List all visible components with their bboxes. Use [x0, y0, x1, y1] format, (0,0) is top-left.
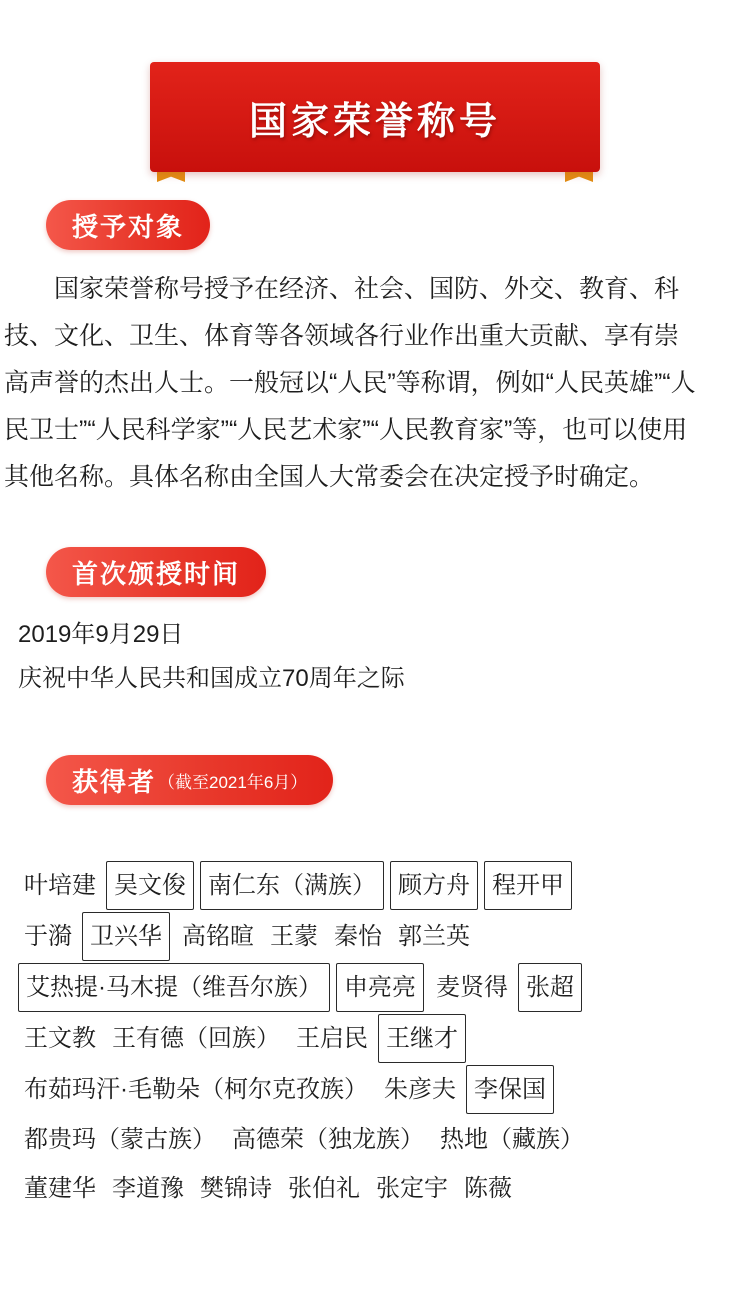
winner-name-boxed: 申亮亮: [336, 963, 424, 1012]
winners-row: [18, 1165, 722, 1212]
spacer: [0, 701, 750, 755]
section-recipients-scope: [0, 200, 750, 250]
banner: [0, 0, 750, 200]
winner-name-boxed: 吴文俊: [106, 861, 194, 910]
section-winners: [0, 755, 750, 805]
winner-name: 高德荣（独龙族）: [232, 1126, 424, 1153]
winner-name-boxed: 顾方舟: [390, 861, 478, 910]
winner-name: 王启民: [296, 1025, 368, 1052]
winner-name: 张伯礼: [288, 1175, 360, 1202]
winners-row: [18, 1065, 722, 1114]
section-heading-first-award: 首次颁授时间: [46, 547, 266, 597]
winner-name: 董建华: [24, 1175, 96, 1202]
winners-row: [18, 963, 722, 1012]
spacer: [0, 821, 750, 861]
winner-name: 王有德（回族）: [112, 1025, 280, 1052]
section-heading-winners-label: 获得者: [72, 766, 157, 797]
section-heading-row: [46, 200, 750, 250]
winner-name-boxed: 艾热提·马木提（维吾尔族）: [18, 963, 330, 1012]
winners-row: [18, 1116, 722, 1163]
winner-name: 王蒙: [270, 923, 318, 950]
first-award-details: [0, 613, 750, 701]
winner-name-boxed: 张超: [518, 963, 582, 1012]
winner-name-boxed: 程开甲: [484, 861, 572, 910]
section-first-award: [0, 547, 750, 597]
winner-name: 都贵玛（蒙古族）: [24, 1126, 216, 1153]
page-title: 国家荣誉称号: [248, 100, 501, 143]
recipients-scope-paragraph: 国家荣誉称号授予在经济、社会、国防、外交、教育、科技、文化、卫生、体育等各领域各行业作出重大贡献、享有崇高声誉的杰出人士。一般冠以“人民”等称谓，例如“人民英雄”“人民卫士”“人民科学家”“人民艺术家”“人民教育家”等，也可以使用其他名称。具体名称由全国人大常委会在决定授予时确定。: [4, 275, 696, 491]
section-heading-row: [46, 755, 750, 805]
winner-name-boxed: 卫兴华: [82, 912, 170, 961]
winner-name: 叶培建: [24, 872, 96, 899]
winner-name-boxed: 李保国: [466, 1065, 554, 1114]
first-award-date: 2019年9月29日: [18, 621, 184, 648]
spacer: [0, 501, 750, 547]
winner-name: 陈薇: [464, 1175, 512, 1202]
winner-name: 麦贤得: [436, 974, 508, 1001]
winner-name-boxed: 南仁东（满族）: [200, 861, 384, 910]
section-heading-winners: [46, 755, 333, 805]
section-heading-row: [46, 547, 750, 597]
winner-name: 高铭暄: [182, 923, 254, 950]
section-heading-winners-asof: （截至2021年6月）: [158, 772, 308, 792]
winner-name: 郭兰英: [398, 923, 470, 950]
winner-name: 布茹玛汗·毛勒朵（柯尔克孜族）: [24, 1076, 368, 1103]
winner-name: 张定宇: [376, 1175, 448, 1202]
winners-list: [0, 861, 750, 1212]
winner-name: 朱彦夫: [384, 1076, 456, 1103]
first-award-occasion: 庆祝中华人民共和国成立70周年之际: [18, 665, 405, 692]
winner-name: 樊锦诗: [200, 1175, 272, 1202]
winner-name: 王文教: [24, 1025, 96, 1052]
winners-row: [18, 1014, 722, 1063]
winners-row: [18, 912, 722, 961]
winner-name: 于漪: [24, 923, 72, 950]
winner-name: 热地（藏族）: [440, 1126, 584, 1153]
winner-name-boxed: 王继才: [378, 1014, 466, 1063]
winner-name: 李道豫: [112, 1175, 184, 1202]
section-heading-recipients-scope: 授予对象: [46, 200, 210, 250]
winner-name: 秦怡: [334, 923, 382, 950]
banner-plaque: [150, 62, 600, 172]
winners-row: [18, 861, 722, 910]
